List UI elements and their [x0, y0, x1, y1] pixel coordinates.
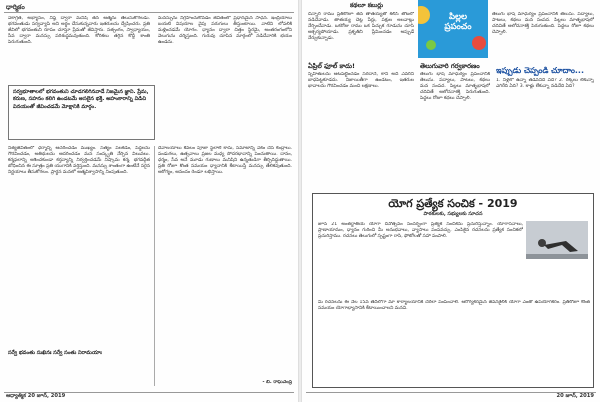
article-col1-para2: నిత్యజీవితంలో ధర్మాన్ని ఆచరించడం ముఖ్యం. సత్యం పలకడం, పెద్దలను గౌరవించడం, అతిథులను ఆదరించడం మన సంస్కృతి నేర్పిన విలువలు. కర్మఫలాన్ని ఆశించకుండా కర్తవ్యాన్ని నిర్వర్తించడమే నిష్కామ కర్మ. భగవద్గీత బోధించిన ఈ సూత్రం ప్రతి యుగానికి వర్తిస్తుంది. మనస్సు శాంతంగా ఉంటేనే సరైన నిర్ణయాలు తీసుకోగలం. ప్రార్థన మనలో ఆత్మవిశ్వాసాన్ని నింపుతుంది. [8, 146, 150, 176]
page-footer: ఆధ్యాత్మిక 20 జూన్, 2019 [6, 393, 66, 399]
sun-icon [418, 6, 430, 24]
yoga-title: యోగ ప్రత్యేక సంచిక - 2019 [388, 197, 518, 210]
yoga-special-box [312, 193, 594, 388]
header-rule [4, 12, 294, 13]
yoga-subtitle: పాఠకులకు, సభ్యులకు సూచన [423, 211, 483, 217]
kids-story-2: స్నేహితులను ఆటపట్టించడం సరదానే, కానీ అది ఎవరినీ బాధపెట్టకూడదు. నిజాయితీగా ఉండటం, ఇతరుల భావాలను గౌరవించడం మంచి లక్షణాలు. [308, 72, 414, 90]
kids-col2-heading: తెలుగువారి గర్వకారణం [420, 62, 480, 70]
kids-title: పిల్లల ప్రపంచం [444, 12, 472, 32]
ball-icon [426, 40, 436, 50]
footer-rule-right [306, 392, 596, 393]
yoga-body: జూన్ 21 అంతర్జాతీయ యోగా దినోత్సవం సందర్భంగా ప్రత్యేక సంచికను ప్రచురిస్తున్నాం. యోగాసనాలు, ప్రాణాయామం, ధ్యానం గురించి మీ అనుభవాలు, వ్యాసాలు పంపవచ్చు. ఎంపికైన రచనలను ప్రత్యేక సంచికలో ప్రచురిస్తాము. రచనలు తెలుగులో స్పష్టంగా రాసి, ఫోటోలతో సహా పంపాలి. [318, 222, 523, 240]
kids-col2-top: తెలుగు భాష మాధుర్యం ప్రపంచానికి తెలుసు. పద్యాలు, పాటలు, కథలు మన సంపద. పిల్లలు మాతృభాషలో చదివితే ఆలోచనాశక్తి పెరుగుతుంది. పెద్దలు రోజూ కథలు చెప్పాలి. [492, 12, 594, 36]
kids-col2-body: తెలుగు భాష మాధుర్యం ప్రపంచానికి తెలుసు. పద్యాలు, పాటలు, కథలు మన సంపద. పిల్లలు మాతృభాషలో చదివితే ఆలోచనాశక్తి పెరుగుతుంది. పెద్దలు రోజూ కథలు చెప్పాలి. [420, 72, 490, 102]
kids-riddles: 1. నీళ్లలో ఉన్నా తడవనిది ఏది? 2. రెక్కలు లేకున్నా ఎగిరేది ఏది? 3. కాళ్లు లేకున్నా నడిచేది ఏది? [496, 78, 594, 90]
kids-section-header: కథలూ కబుర్లు [350, 2, 384, 9]
kids-illustration-panel [418, 0, 488, 58]
kids-heading-2: ఏప్రిల్ ఫూల్ కాదు! [308, 62, 355, 70]
balloon-icon [472, 36, 486, 50]
yoga-pose-photo [526, 221, 588, 259]
page-footer-right: 20 జూన్, 2019 [556, 393, 594, 399]
article-col2-para2: దేవాలయాలు కేవలం పూజా స్థలాలే కాదు, సమాజాన్ని ఏకం చేసే కేంద్రాలు. పండుగలు, ఉత్సవాలు ప్రజల మధ్య సోదరభావాన్ని పెంచుతాయి. దానం, ధర్మం, సేవ అనే మూడు గుణాలు మనిషిని ఉన్నతుడిగా తీర్చిదిద్దుతాయి. ప్రతి రోజూ కొంత సమయం ధ్యానానికి కేటాయిస్తే మనస్సు తేలికవుతుంది. ఆరోగ్యం, ఆనందం రెండూ లభిస్తాయి. [158, 146, 292, 176]
author-name: - బి. రాఘవేంద్ర [262, 380, 292, 385]
left-page [0, 0, 298, 402]
article-col2-para1: మనస్సును నిగ్రహించుకోవడం జీవితంలో ప్రధానమైన సాధన. ఇంద్రియాలు బయటి విషయాల వైపు పరుగులు తీస్తుంటాయి. వాటిని లోపలికి మళ్లించడమే యోగం. ధ్యానం ద్వారా చిత్తం స్థిరమై, అంతరంగంలోని వెలుగును దర్శిస్తుంది. గురువు చూపిన మార్గంలో నడిచేవారికి భయం ఉండదు. [158, 16, 292, 46]
highlight-quote-box: సర్వభూతాలలో భగవంతుని చూడగలిగినవాడే నిజమైన జ్ఞాని. ప్రేమ, కరుణ, సహనం కలిగి ఉండటమే అసలైన భక్తి. అహంకారాన్ని విడిచి వినయంతో జీవించడమే మోక్షానికి మార్గం. [8, 85, 155, 140]
column-divider [154, 146, 155, 386]
section-label: ధార్మికం [6, 3, 25, 11]
yoga-body-2: మీ రచనలను ఈ నెల 15వ తేదీలోగా మా కార్యాలయానికి చేరేలా పంపించాలి. ఆరోగ్యకరమైన జీవనశైలికి యోగా ఎంతో ఉపయోగకరం. ప్రతిరోజూ కొంత సమయం యోగాభ్యాసానికి కేటాయించాలని మనవి. [318, 300, 590, 312]
kids-heading-3: ఇప్పుడు చెప్పండి చూదాం... [496, 66, 585, 75]
kids-story: చిన్నారి రాము ప్రతిరోజూ తన తాతయ్యతో కలిసి తోటలో నడిచేవాడు. తాతయ్య చెట్ల పేర్లు, పక్షుల అలవాట్లు నేర్పించేవాడు. ఒకరోజు రాము ఒక పిచ్చుక గూడును చూసి ఆశ్చర్యపోయాడు. ప్రకృతిని ప్రేమించడం అప్పుడే నేర్చుకున్నాడు. [308, 12, 414, 42]
sanskrit-verse: సర్వే భవంతు సుఖినః సర్వే సంతు నిరామయాః [8, 350, 102, 356]
right-page [302, 0, 600, 402]
article-col1-para1: ఏకాగ్రత, అభ్యాసం, నిష్ఠ ద్వారా మనిషి తన ఆత్మను తెలుసుకోగలడు. భగవంతుడు సర్వవ్యాపి అని అర్థం చేసుకున్నవారు ఇతరులను ద్వేషించరు. ప్రతి జీవిలో భగవంతుని రూపం చూస్తూ ప్రేమతో జీవిస్తారు. సత్సంగం, స్వాధ్యాయం, సేవ ద్వారా మనస్సు పరిశుద్ధమవుతుంది. కోరికలు తగ్గిన కొద్దీ శాంతి పెరుగుతుంది. [8, 16, 150, 46]
